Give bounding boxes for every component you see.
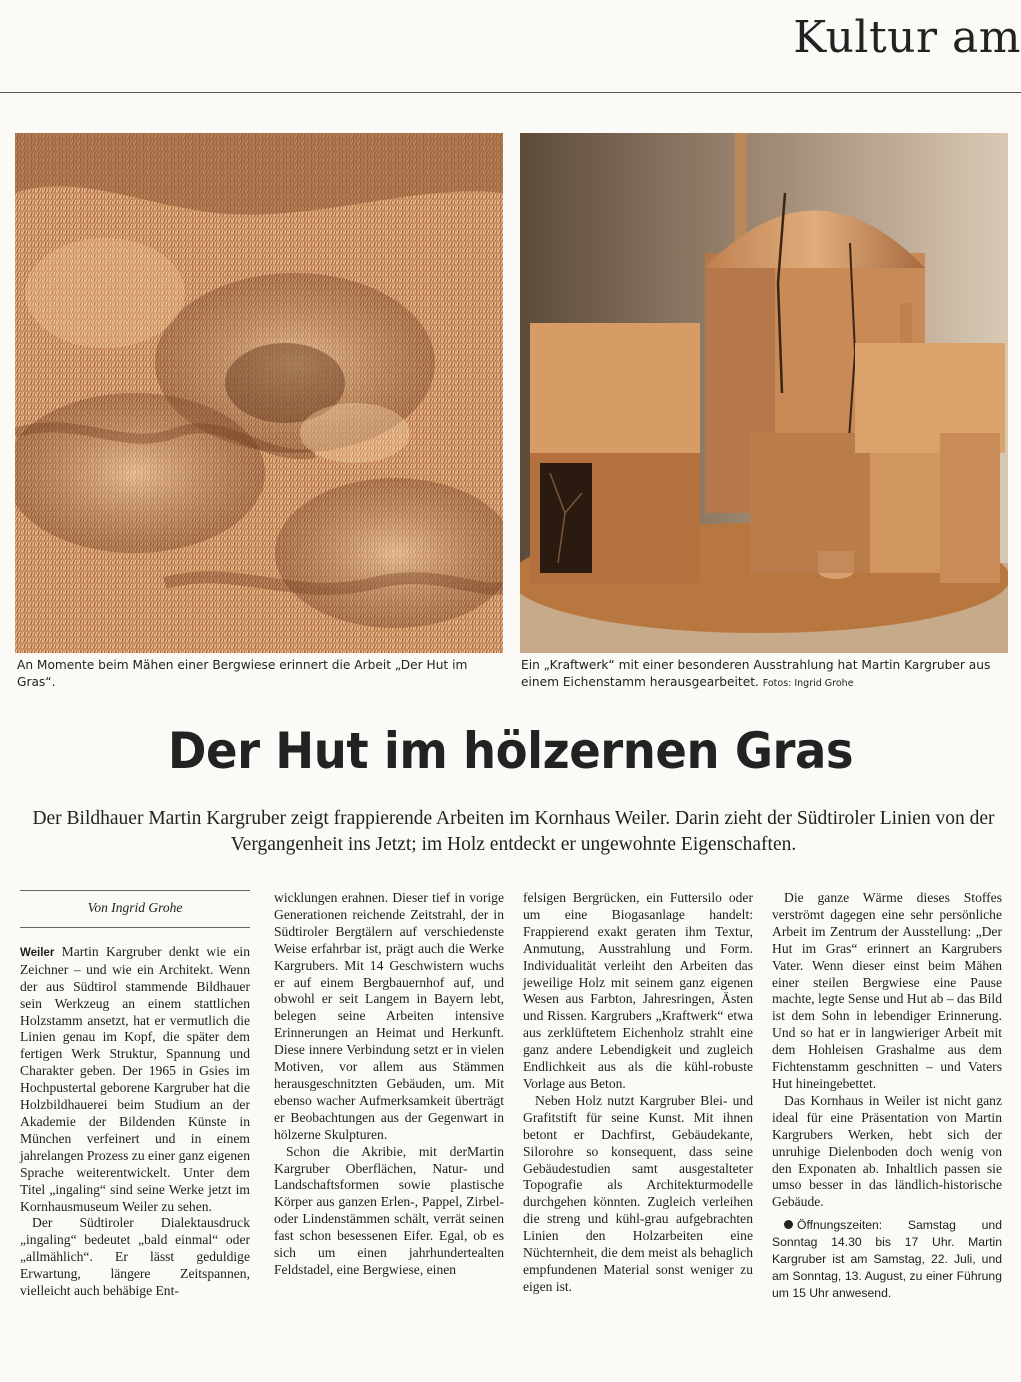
paragraph: felsigen Bergrücken, ein Futtersilo oder um eine Biogasanlage handelt: Frappierend exakt geraten ihm Textur, Anmutung, Ausstrahlung und Form. Individualität verleiht den Arbeiten das jeweilige Holz mit seinem ganz eigenen Wesen aus Farbton, Jahresringen, Ästen und Rissen. Kargrubers „Kraftwerk“ etwa aus zerklüftetem Eichenholz strahlt eine ganz andere Lebendigkeit und zugleich Endlichkeit aus als die kühl-robuste Vorlage aus Beton. [523, 890, 753, 1091]
bullet-icon [784, 1220, 793, 1229]
paragraph: Die ganze Wärme dieses Stoffes verströmt dagegen eine sehr persönliche Arbeit im Zentrum der Ausstellung: „Der Hut im Gras“ erinnert an Kargrubers Vater. Wenn dieser einst beim Mähen einer steilen Bergwiese eine Pause machte, legte Sense und Hut ab – das Bild ist dem Sohn in lebendiger Erinnerung. Und so hat er in langwieriger Arbeit mit dem Hohleisen Grashalme aus dem Fichtenstamm geschnitten – und Vaters Hut hineingebettet. [772, 890, 1002, 1091]
byline: Von Ingrid Grohe [20, 890, 250, 928]
article-subhead: Der Bildhauer Martin Kargruber zeigt frappierende Arbeiten im Kornhaus Weiler. Darin zieht der Südtiroler Linien von der Vergangenheit ins Jetzt; im Holz entdeckt er ungewohnte Eigenschaften. [32, 808, 995, 855]
article-column-3 [523, 890, 753, 1296]
paragraph: wicklungen erahnen. Dieser tief in vorige Generationen reichende Zeitstrahl, der in Südtiroler Bergtälern auf verschiedenste Weise erfahrbar ist, prägt auch die Werke Kargrubers. Mit 14 Geschwistern wuchs er auf einem Bergbauernhof auf, und obwohl er seit Langem in Bayern lebt, belegen seine Arbeiten intensive Erinnerungen an Heimat und Herkunft. Diese innere Verbindung setzt er in vielen Motiven, vor allem aus Stämmen herausgeschnitzten Gebäuden, um. Mit ebenso wacher Aufmerksamkeit überträgt er Beobachtungen aus der Gegenwart in hölzerne Skulpturen. [274, 890, 504, 1142]
paragraph [20, 944, 250, 1216]
photo-kraftwerk-sculpture [520, 133, 1008, 653]
photo-grass-sculpture [15, 133, 503, 653]
paragraph: Schon die Akribie, mit derMartin Kargruber Oberflächen, Natur- und Landschaftsformen sowie plastische Körper aus ganzen Erlen-, Pappel, Zirbel- oder Lindenstämmen schält, verrät seinen fast schon besessenen Eifer. Egal, ob es sich um einen jahrhundertealten Feldstadel, eine Bergwiese, einen [274, 1143, 504, 1277]
opening-hours-text: Öffnungszeiten: Samstag und Sonntag 14.30 bis 17 Uhr. Martin Kargruber ist am Samstag, 22. Juli, und am Sonntag, 13. August, zu einer Führung um 15 Uhr anwesend. [772, 1218, 1002, 1300]
paragraph-text: Martin Kargruber denkt wie ein Zeichner – und wie ein Architekt. Wenn der aus Südtirol stammende Bildhauer sein Werkzeug an einem stattlichen Holzstamm ansetzt, hat er vermutlich die Linien genau im Kopf, die später dem fertigen Werk Struktur, Spannung und Charakter geben. Der 1965 in Gsies im Hochpustertal geborene Kargruber hat die Holzbildhauerei beim Studium an der Akademie der Bildenden Künste in München verfeinert und in einem jahrelangen Prozess zu einer ganz eigenen Sprache weiterentwickelt. Unter dem Titel „ingaling“ sind seine Werke jetzt im Kornhausmuseum Weiler zu sehen. [20, 943, 250, 1214]
dateline-place: Weiler [20, 946, 55, 959]
photo-caption-2 [521, 657, 1009, 692]
paragraph: Das Kornhaus in Weiler ist nicht ganz ideal für eine Präsentation von Martin Kargrubers Werken, hebt sich der unruhige Dielenboden doch wenig von den Exponaten ab. Inhaltlich passen sie umso besser in das ländlich-historische Gebäude. [772, 1092, 1002, 1210]
paragraph: Neben Holz nutzt Kargruber Blei- und Grafitstift für seine Kunst. Mit ihnen betont er Dachfirst, Gebäudekante, Silorohre so konsequent, dass seine Gebäudestudien samt ausgestalteter Topografie als Architekturmodelle durchgehen könnten. Zugleich verleihen die streng und kühl-grau aufgebrachten Linien den Holzarbeiten eine Nüchternheit, die dem meist als behaglich empfundenen Material sonst weniger zu eigen ist. [523, 1092, 753, 1294]
article-headline: Der Hut im hölzernen Gras [167, 722, 854, 780]
photo-caption-2-text: Ein „Kraftwerk“ mit einer besonderen Ausstrahlung hat Martin Kargruber aus einem Eichenstamm herausgearbeitet. [521, 658, 991, 689]
article-column-2 [274, 890, 504, 1279]
photo-caption-1: An Momente beim Mähen einer Bergwiese erinnert die Arbeit „Der Hut im Gras“. [17, 658, 468, 689]
top-rule [0, 92, 1021, 93]
article-column-4 [772, 890, 1002, 1302]
section-title: Kultur am [793, 12, 1021, 63]
paragraph: Der Südtiroler Dialektausdruck „ingaling“ bedeutet „bald einmal“ oder „allmählich“. Er lässt geduldige Erwartung, längere Zeitspannen, vielleicht auch behäbige Ent- [20, 1215, 250, 1299]
opening-hours-info [772, 1217, 1002, 1302]
article-column-1 [20, 890, 250, 1300]
photo-credit: Fotos: Ingrid Grohe [762, 678, 854, 689]
